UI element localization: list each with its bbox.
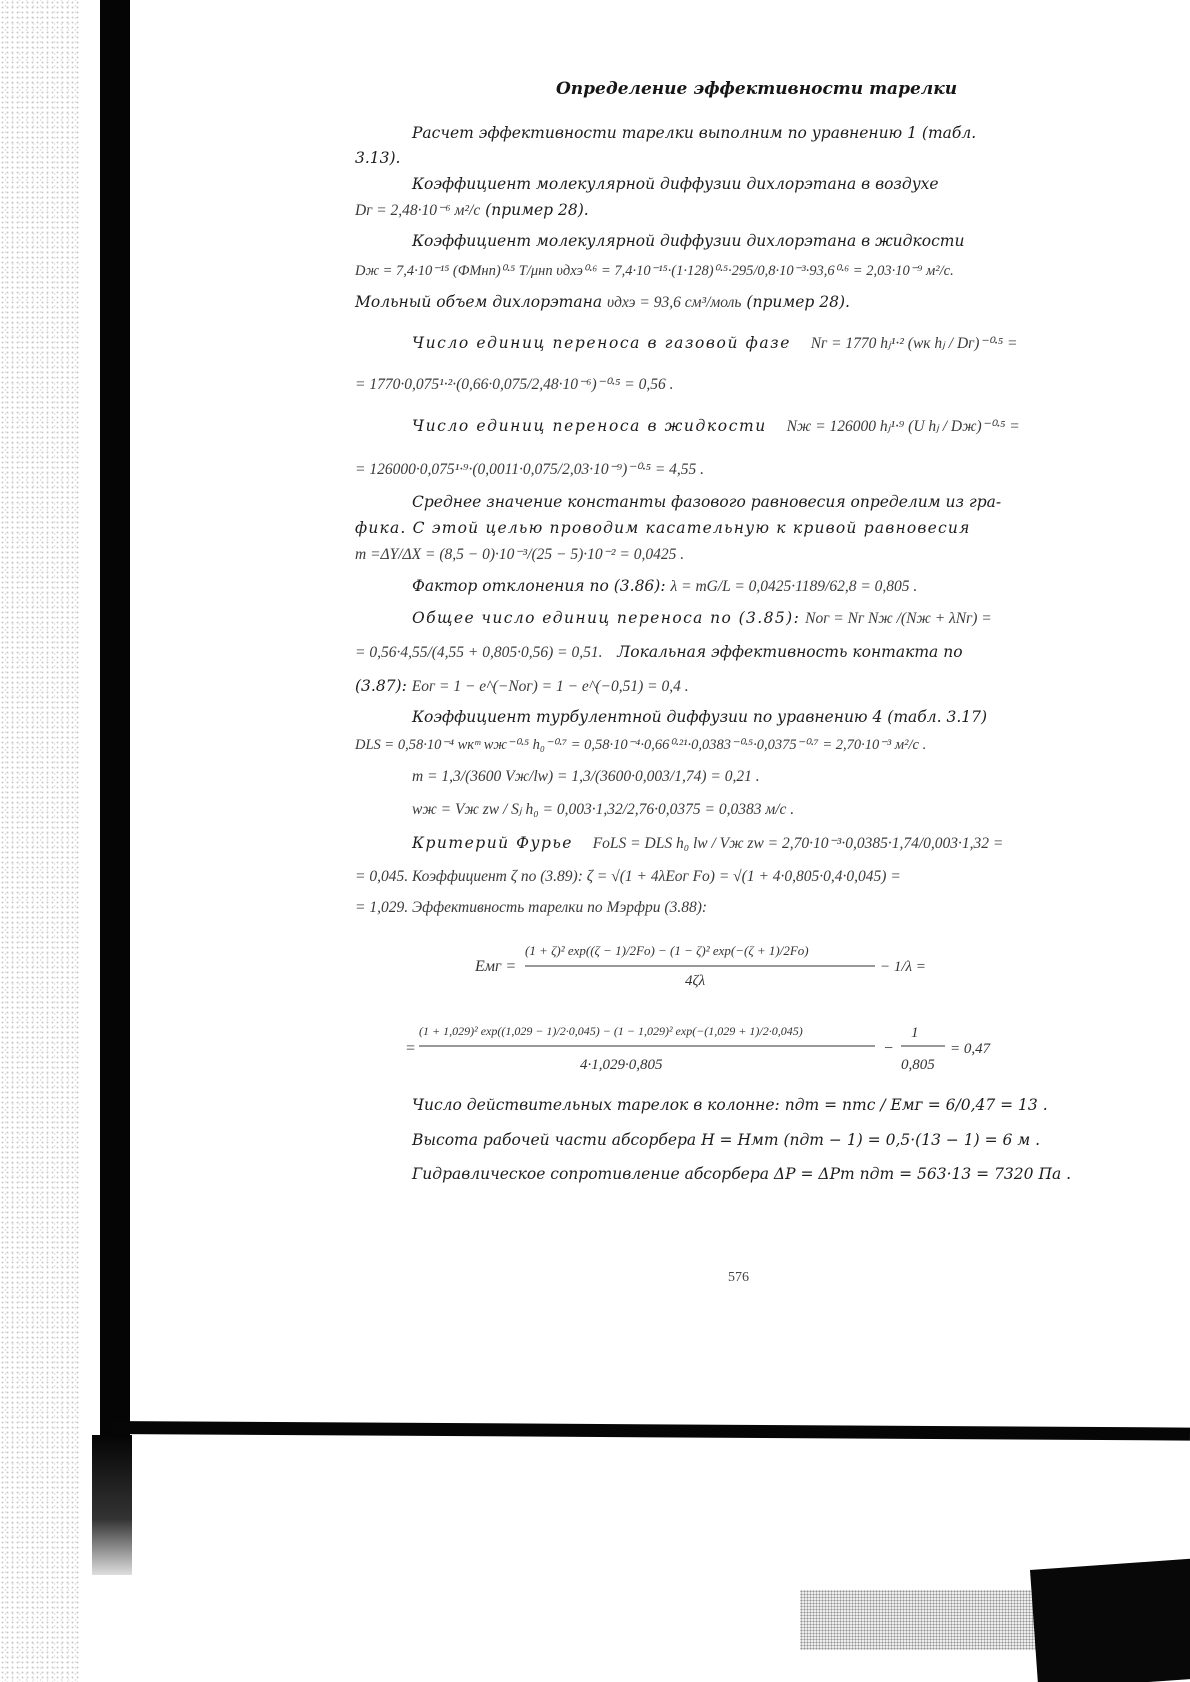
murphree-formula-numeric <box>405 1013 1025 1083</box>
formula-line: = 0,045. Коэффициент ζ по (3.89): ζ = √(1 + 4λEоᴦ Fo) = √(1 + 4·0,805·0,4·0,045) = <box>355 868 901 885</box>
paragraph-line <box>355 201 589 220</box>
paragraph-line <box>412 577 917 596</box>
formula: Nоᴦ = Nᴦ Nж /(Nж + λNᴦ) = <box>805 610 992 627</box>
paragraph-line <box>412 417 1020 436</box>
scan-black-edge-lower <box>92 1435 132 1575</box>
paragraph-line: Коэффициент молекулярной диффузии дихлорэтана в жидкости <box>412 232 965 250</box>
formula-denominator: 4·1,029·0,805 <box>580 1057 663 1073</box>
murphree-formula-general <box>475 933 945 993</box>
scan-bottom-edge <box>112 1421 1190 1441</box>
text: Общее число единиц переноса по (3.85): <box>412 609 801 627</box>
text: Число единиц переноса в жидкости <box>412 417 767 435</box>
tail-numerator: 1 <box>911 1025 919 1041</box>
formula-line: m = 1,3/(3600 Vж/lw) = 1,3/(3600·0,003/1,74) = 0,21 . <box>412 768 760 785</box>
minus-sign: − <box>883 1040 894 1057</box>
tail-denominator: 0,805 <box>901 1057 935 1073</box>
formula-lead: = <box>405 1040 416 1057</box>
formula-numerator: (1 + ζ)² exp((ζ − 1)/2Fo) − (1 − ζ)² exp(−(ζ + 1)/2Fo) <box>525 943 809 958</box>
text: Локальная эффективность контакта по <box>617 643 963 661</box>
formula: λ = mG/L = 0,0425·1189/62,8 = 0,805 . <box>670 578 918 595</box>
formula: υдхэ = 93,6 см³/моль <box>607 294 742 311</box>
page-number: 576 <box>728 1270 749 1285</box>
paragraph-line: Гидравлическое сопротивление абсорбера ΔP = ΔPт nдт = 563·13 = 7320 Па . <box>412 1165 1072 1183</box>
paragraph-line <box>355 293 850 312</box>
paragraph-line <box>412 609 992 628</box>
formula-line: m =ΔY/ΔX = (8,5 − 0)·10⁻³/(25 − 5)·10⁻² = 0,0425 . <box>355 546 685 563</box>
text: Фактор отклонения по (3.86): <box>412 577 666 595</box>
paragraph-line: фика. С этой целью проводим касательную к кривой равновесия <box>355 519 971 537</box>
formula-line: DLS = 0,58·10⁻⁴ wкᵐ wж⁻⁰·⁵ h₀⁻⁰·⁷ = 0,58·10⁻⁴·0,66⁰·²¹·0,0383⁻⁰·⁵·0,0375⁻⁰·⁷ = 2,70·10⁻³ м²/с . <box>355 737 927 753</box>
paragraph-line <box>412 834 1003 853</box>
formula-result: = 0,47 <box>950 1041 991 1057</box>
text: Критерий Фурье <box>412 834 573 852</box>
paragraph-line <box>412 334 1017 353</box>
text: Число единиц переноса в газовой фазе <box>412 334 791 352</box>
paragraph-line: Коэффициент молекулярной диффузии дихлорэтана в воздухе <box>412 175 939 193</box>
text: (пример 28). <box>746 293 850 311</box>
formula-line: Dж = 7,4·10⁻¹⁵ (ФМнп)⁰·⁵ T/μнп υдхэ⁰·⁶ = 7,4·10⁻¹⁵·(1·128)⁰·⁵·295/0,8·10⁻³·93,6⁰·⁶ = 2,03·10⁻⁹ м²/с. <box>355 263 954 279</box>
text: Мольный объем дихлорэтана <box>355 293 603 311</box>
scan-black-edge <box>100 0 130 1435</box>
formula-lhs: Eмᴦ = <box>475 958 517 975</box>
formula-tail: − 1/λ = <box>880 959 926 975</box>
paragraph-line <box>355 643 963 662</box>
scan-black-corner <box>1030 1558 1190 1682</box>
formula: Nᴦ = 1770 hⱼ¹·² (wк hⱼ / Dᴦ)⁻⁰·⁵ = <box>810 335 1018 352</box>
formula-line: = 126000·0,075¹·⁹·(0,0011·0,075/2,03·10⁻⁹)⁻⁰·⁵ = 4,55 . <box>355 461 705 478</box>
formula: Nж = 126000 hⱼ¹·⁹ (U hⱼ / Dж)⁻⁰·⁵ = <box>786 418 1020 435</box>
formula-numerator: (1 + 1,029)² exp((1,029 − 1)/2·0,045) − (1 − 1,029)² exp(−(1,029 + 1)/2·0,045) <box>419 1024 803 1038</box>
text: (3.87): <box>355 677 407 695</box>
section-title: Определение эффективности тарелки <box>556 79 958 99</box>
text: (пример 28). <box>485 201 589 219</box>
paragraph-line: 3.13). <box>355 149 401 167</box>
paragraph-line: Высота рабочей части абсорбера H = Hмт (nдт − 1) = 0,5·(13 − 1) = 6 м . <box>412 1131 1041 1149</box>
paragraph-line: Число действительных тарелок в колонне: nдт = nтс / Eмᴦ = 6/0,47 = 13 . <box>412 1096 1048 1114</box>
formula: Eоᴦ = 1 − e^(−Nоᴦ) = 1 − e^(−0,51) = 0,4 . <box>411 678 689 695</box>
paragraph-line <box>355 677 689 696</box>
scan-noise-left <box>0 0 80 1682</box>
paragraph-line: Коэффициент турбулентной диффузии по уравнению 4 (табл. 3.17) <box>412 708 988 726</box>
formula-line: = 1770·0,075¹·²·(0,66·0,075/2,48·10⁻⁶)⁻⁰·⁵ = 0,56 . <box>355 376 674 393</box>
paragraph-line: Расчет эффективности тарелки выполним по уравнению 1 (табл. <box>412 124 977 142</box>
formula: = 0,56·4,55/(4,55 + 0,805·0,56) = 0,51. <box>355 644 603 661</box>
formula-line: = 1,029. Эффективность тарелки по Мэрфри (3.88): <box>355 899 708 916</box>
formula-denominator: 4ζλ <box>685 973 706 989</box>
paragraph-line: Среднее значение константы фазового равновесия определим из гра- <box>412 493 1002 511</box>
formula-line: wж = Vж zw / Sⱼ h₀ = 0,003·1,32/2,76·0,0375 = 0,0383 м/с . <box>412 801 795 818</box>
formula: FoLS = DLS h₀ lw / Vж zw = 2,70·10⁻³·0,0385·1,74/0,003·1,32 = <box>592 835 1004 852</box>
formula: Dᴦ = 2,48·10⁻⁶ м²/с <box>355 202 481 219</box>
